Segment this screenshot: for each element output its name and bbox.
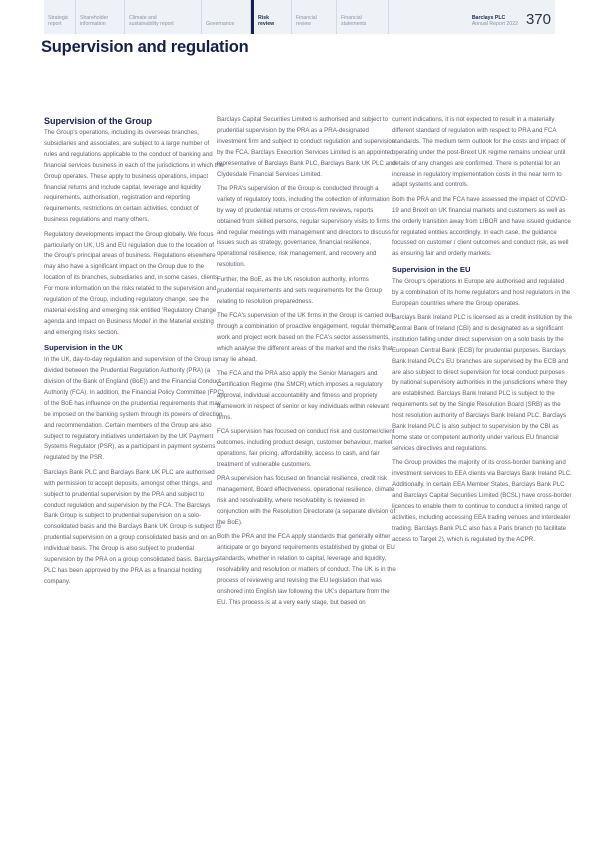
paragraph: The PRA's supervision of the Group is conducted through a variety of regulatory tools, including the collection of information by way of prudential returns or cross-firm reviews, reports obtained from skilled persons, regular supervisory visits to firms and regular meetings with management and directors to discuss issues such as strategy, governance, financial resilience, operational resilience, risk management, and recovery and resolution.	[217, 184, 392, 269]
tab-label-line2: Governance	[206, 21, 235, 27]
column-1	[44, 115, 224, 591]
top-navigation	[44, 0, 555, 34]
paragraph: The Group's operations in Europe are authorised and regulated by a combination of its home regulators and host regulators in the European countries where the Group operates.	[392, 277, 571, 307]
page-number: 370	[525, 11, 551, 28]
tab-label-line2: sustainability report	[129, 21, 174, 27]
tab-label-line2: report	[48, 21, 62, 27]
paragraph: Barclays Bank PLC and Barclays Bank UK PLC are authorised with permission to accept deposits, amongst other things, and subject to prudential supervision by the PRA and subject to conduct regulation and supervision by the FCA. The Barclays Bank Group is subject to prudential supervision on a solo-consolidated basis and the Barclays Bank UK Group is subject to prudential supervision on a group consolidated basis and on an individual basis. The Group is also subject to prudential supervision by the PRA on a group consolidated basis. Barclays PLC has been approved by the PRA as a financial holding company.	[44, 468, 221, 585]
paragraph: Barclays Capital Securities Limited is authorised and subject to prudential supervision by the PRA as a PRA-designated investment firm and subject to conduct regulation and supervision by the FCA. Barclays Execution Services Limited is an appointed representative of Barclays Bank PLC, Barclays Bank UK PLC and Clydesdale Financial Services Limited.	[217, 116, 396, 178]
company-name: Barclays PLC	[471, 15, 506, 21]
paragraph: The Group provides the majority of its cross-border banking and investment services to EEA clients via Barclays Bank Ireland PLC. Additionally, in certain EEA Member States, Barclays Bank PLC and Barclays Capital Securities Limited (BCSL) have cross-border licences to enable them to continue to conduct a limited range of activities, including accessing EEA trading venues and interdealer trading. Barclays Bank PLC also has a Paris branch (to facilitate access to Target 2), which is regulated by the ACPR.	[392, 459, 572, 543]
heading-supervision-of-the-group: Supervision of the Group	[44, 116, 153, 126]
tab-label-line2: review	[258, 21, 275, 27]
report-title	[472, 15, 518, 27]
column-2	[217, 115, 397, 612]
paragraph: The Group's operations, including its overseas branches, subsidiaries and associates, are subject to a large number of rules and regulations applicable to the conduct of banking and financial services business in each of the jurisdictions in which the Group operates. These apply to business operations, impact financial returns and include capital, leverage and liquidity requirements, authorisation, registration and reporting requirements, restrictions on certain activities, conduct of business regulations and many others.	[44, 129, 224, 224]
tab-label-line1: Financial	[296, 15, 317, 21]
heading-supervision-in-the-uk: Supervision in the UK	[44, 343, 123, 353]
paragraph: The FCA's supervision of the UK firms in the Group is carried out through a combination of proactive engagement, regular thematic work and project work based on the FCA's sector assessments, which analyse the different areas of the market and the risks that may lie ahead.	[217, 311, 395, 363]
tab-risk-review[interactable]	[251, 0, 292, 34]
tab-label-line1: Financial	[341, 15, 362, 21]
tab-label-line1: Risk	[258, 15, 269, 21]
tab-climate-sustainability-report[interactable]	[125, 0, 202, 34]
paragraph: In the UK, day-to-day regulation and supervision of the Group is divided between the Prudential Regulation Authority (PRA) (a division of the Bank of England (BoE)) and the Financial Conduct Authority (FCA). In addition, the Financial Policy Committee (FPC) of the BoE has influence on the prudential requirements that may be imposed on the banking system through its powers of direction and recommendation. Certain members of the Group are also subject to regulatory initiatives undertaken by the UK Payment Systems Regulator (PSR), as a participant in payment systems regulated by the PSR.	[44, 356, 224, 462]
report-subtitle: Annual Report 2022	[471, 21, 518, 27]
paragraph: Further, the BoE, as the UK resolution authority, informs prudential requirements and sets requirements for the Group relating to resolution preparedness.	[217, 275, 382, 305]
paragraph: Both the PRA and the FCA have assessed the impact of COVID-19 and Brexit on UK financial markets and customers as well as the orderly transition away from LIBOR and have issued guidance for regulated entities accordingly. In each case, the guidance focussed on customer / client outcomes and conduct risk, as well as ensuring fair and orderly markets.	[392, 195, 571, 258]
tab-label-line1: Strategic	[48, 15, 69, 21]
heading-supervision-in-the-eu: Supervision in the EU	[392, 264, 471, 274]
tab-label-line1: Shareholder	[80, 15, 109, 21]
page-title: Supervision and regulation	[41, 38, 249, 56]
paragraph: Regulatory developments impact the Group globally. We focus particularly on UK, US and EU regulation due to the location of the Group's principal areas of business. Regulations elsewhere may also have a significant impact on the Group due to the location of its branches, subsidiaries and, in some cases, clients. For more information on the risks related to the supervision and regulation of the Group, including regulatory change, see the material existing and emerging risk entitled 'Regulatory Change agenda and impact on Business Model' in the Material existing and emerging risks section.	[44, 230, 220, 336]
paragraph: PRA supervision has focused on financial resilience, credit risk management, Board effectiveness, operational resilience, climate risk and resolvability, where resolvability is reviewed in conjunction with the Resolution Directorate (a separate division of the BoE).	[217, 475, 396, 526]
tab-strategic-report[interactable]	[44, 0, 76, 34]
paragraph: Both the PRA and the FCA apply standards that generally either anticipate or go beyond requirements established by global or EU standards, whether in relation to capital, leverage and liquidity, resolvability and resolution or matters of conduct. The UK is in the process of reviewing and revising the EU legislation that was onshored into English law following the UK's departure from the EU. This process is at a very early stage, but based on	[217, 533, 396, 606]
tab-shareholder-information[interactable]	[76, 0, 125, 34]
tab-label-line2: review	[296, 21, 311, 27]
paragraph: FCA supervision has focused on conduct risk and customer/client outcomes, including product design, customer behaviour, market operations, fair pricing, affordability, access to cash, and fair treatment of vulnerable customers.	[217, 427, 395, 468]
tab-label-line1: Climate and	[129, 15, 157, 21]
report-branding	[389, 0, 555, 34]
tab-label-line2: information	[80, 21, 106, 27]
tab-financial-statements[interactable]	[337, 0, 389, 34]
paragraph: The FCA and the PRA also apply the Senior Managers and Certification Regime (the SMCR) which imposes a regulatory approval, individual accountability and fitness and propriety framework in respect of senior or key individuals within relevant firms.	[217, 369, 390, 421]
tab-label-line2: statements	[341, 21, 367, 27]
tab-financial-review[interactable]	[292, 0, 337, 34]
paragraph: Barclays Bank Ireland PLC is licensed as a credit institution by the Central Bank of Ireland (CBI) and is designated as a significant institution falling under direct supervision on a solo basis by the European Central Bank (ECB) for prudential purposes. Barclays Bank Ireland PLC's EU branches are supervised by the ECB and are also subject to direct supervision for local conduct purposes by national supervisory authorities in the jurisdictions where they are established. Barclays Bank Ireland PLC is subject to the requirements set by the Single Resolution Board (SRB) as the host resolution authority of Barclays Bank Ireland PLC. Barclays Bank Ireland PLC is also subject to supervision by the CBI as home state or competent authority under various EU financial services directives and regulations.	[392, 314, 572, 452]
tab-governance[interactable]	[202, 0, 251, 34]
paragraph: current indications, it is not expected to result in a materially different standard of regulation with respect to PRA and FCA standards. The medium term outlook for the costs and impact of operating under the post-Brexit UK regime remains unclear until details of any changes are confirmed. There is potential for an increase in regulatory implementation costs in the near term to adapt systems and controls.	[392, 116, 566, 189]
column-3	[392, 115, 572, 549]
